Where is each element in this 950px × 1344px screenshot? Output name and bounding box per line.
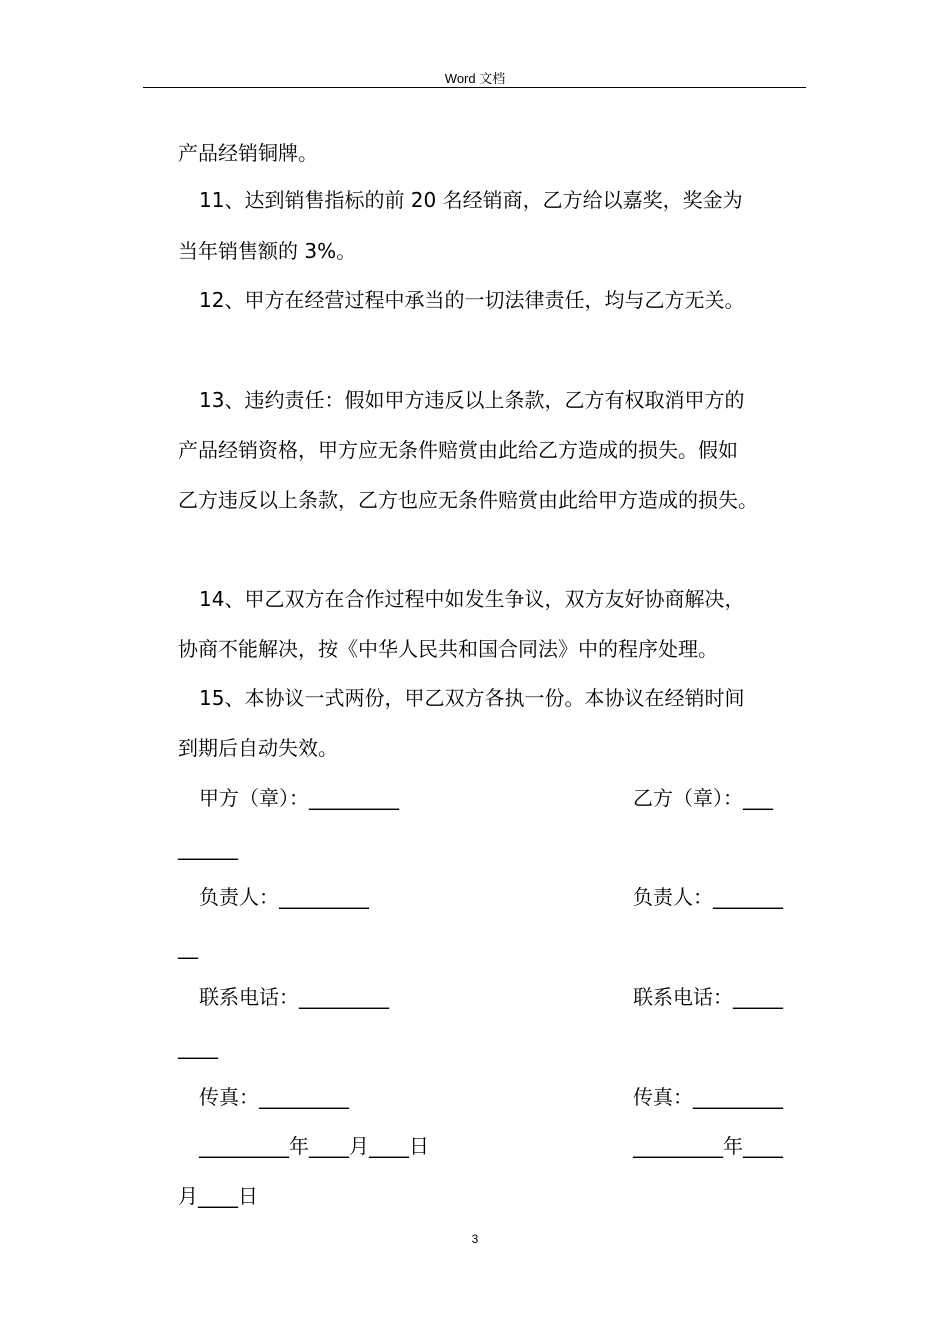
party-a-phone-field: 联系电话：_________ [199,985,389,1009]
party-a-fax-field: 传真：_________ [199,1085,349,1109]
body-line-9: 协商不能解决，按《中华人民共和国合同法》中的程序处理。 [178,637,718,661]
header-title: Word 文档 [444,71,506,86]
body-line-1: 产品经销铜牌。 [178,141,318,165]
page-number: 3 [471,1232,479,1246]
body-line-2: 11、达到销售指标的前 20 名经销商，乙方给以嘉奖，奖金为 [199,188,743,212]
party-b-phone-field: 联系电话：_____ [633,985,783,1009]
body-line-11: 到期后自动失效。 [178,736,338,760]
party-b-phone-field-cont: ____ [178,1035,218,1059]
body-line-7: 乙方违反以上条款，乙方也应无条件赔赏由此给甲方造成的损失。 [178,488,758,512]
party-b-date-field: _________年____ [633,1134,783,1158]
party-b-seal-field: 乙方（章）：___ [633,786,773,810]
header-rule [143,87,806,88]
body-line-4: 12、甲方在经营过程中承当的一切法律责任，均与乙方无关。 [199,288,745,312]
party-b-person-field-cont: __ [178,935,198,959]
party-b-fax-field: 传真：_________ [633,1085,783,1109]
body-line-10: 15、本协议一式两份，甲乙双方各执一份。本协议在经销时间 [199,686,745,710]
party-b-seal-field-cont: ______ [178,836,238,860]
body-line-8: 14、甲乙双方在合作过程中如发生争议，双方友好协商解决， [199,587,745,611]
party-b-date-field-cont: 月____日 [178,1184,258,1208]
body-line-6: 产品经销资格，甲方应无条件赔赏由此给乙方造成的损失。假如 [178,438,738,462]
party-b-person-field: 负责人：_______ [633,885,783,909]
body-line-5: 13、违约责任：假如甲方违反以上条款，乙方有权取消甲方的 [199,388,745,412]
party-a-date-field: _________年____月____日 [199,1134,429,1158]
party-a-person-field: 负责人：_________ [199,885,369,909]
party-a-seal-field: 甲方（章）：_________ [199,786,399,810]
body-line-3: 当年销售额的 3%。 [178,239,357,263]
